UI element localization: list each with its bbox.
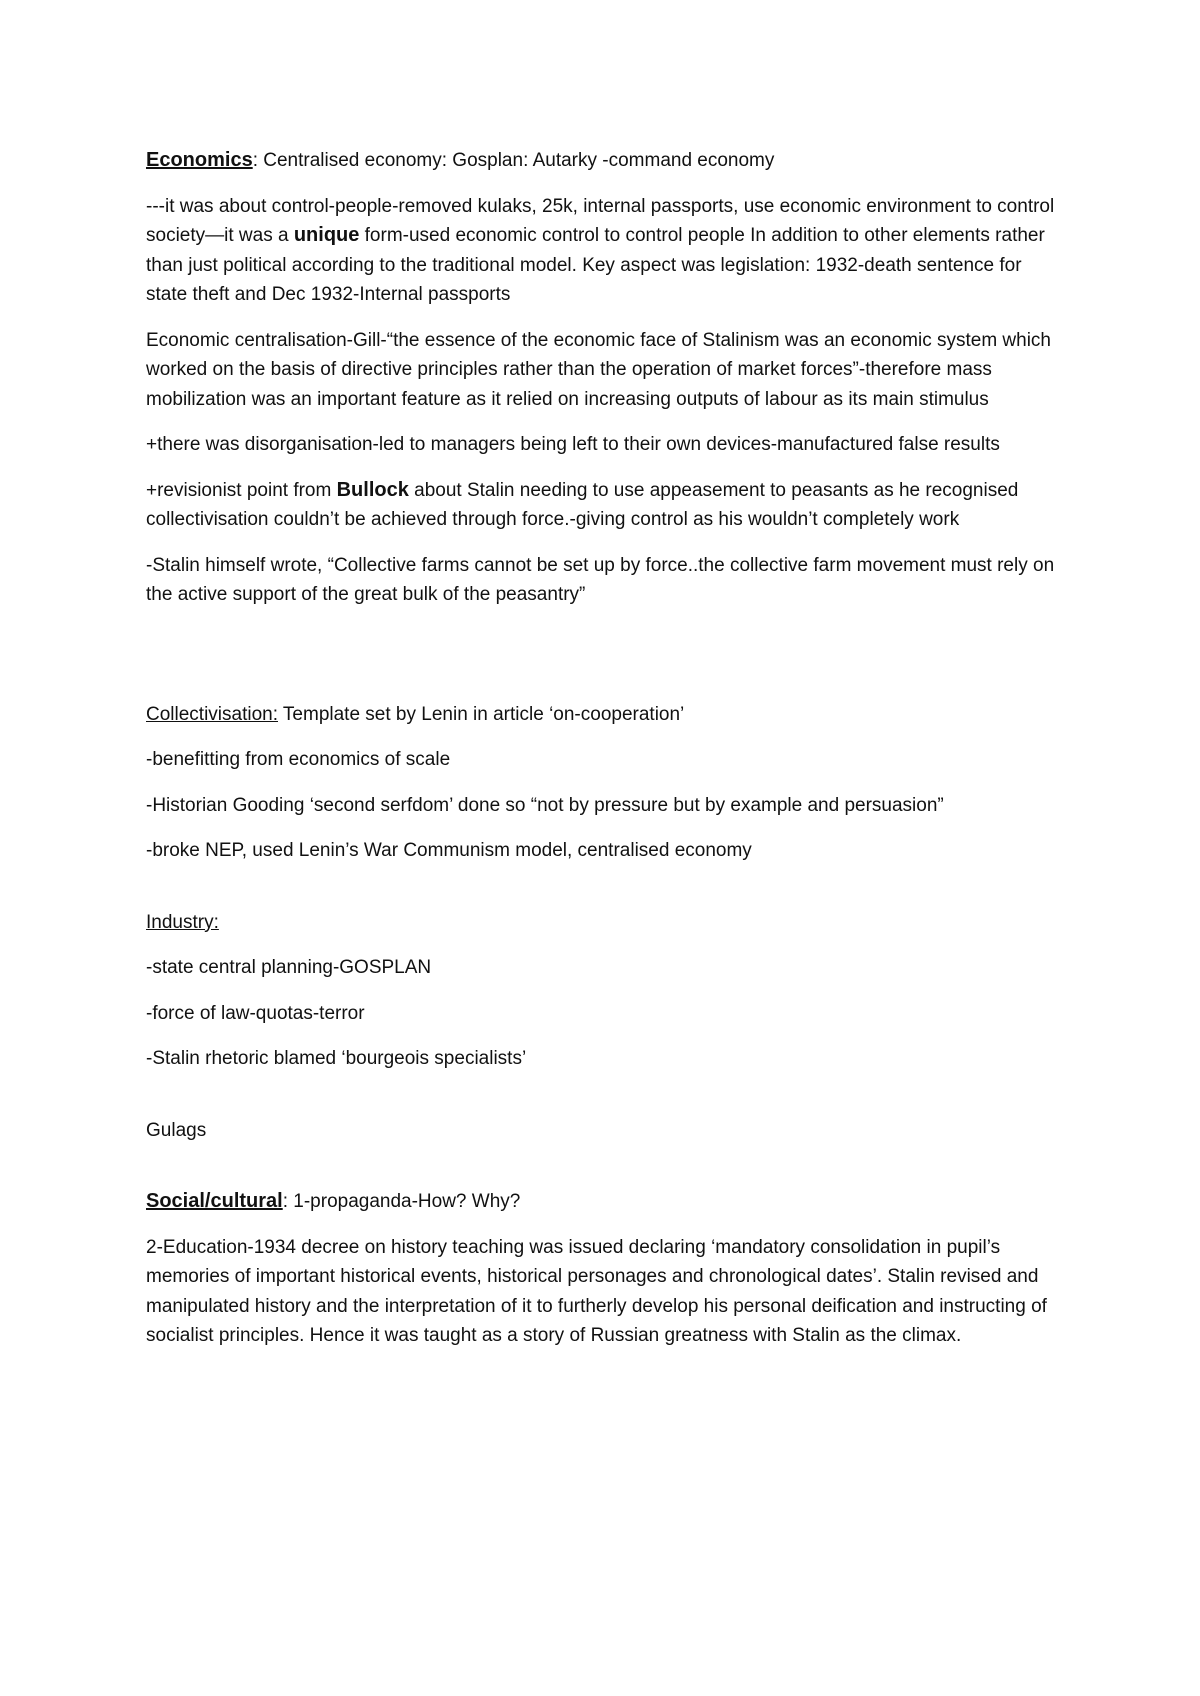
gulags-heading: Gulags	[146, 1119, 207, 1141]
economics-heading: Economics	[146, 149, 253, 171]
economics-paragraph-5: -Stalin himself wrote, “Collective farms cannot be set up by force..the collective farm movement must rely on the active support of the great bulk of the peasantry”	[146, 554, 1055, 605]
social-heading-suffix: : 1-propaganda-How? Why?	[282, 1191, 521, 1212]
spacer	[146, 882, 1066, 908]
industry-item: -Stalin rhetoric blamed ‘bourgeois specialists’	[146, 1048, 527, 1069]
social-paragraph-1: 2-Education-1934 decree on history teaching was issued declaring ‘mandatory consolidation in pupil’s memories of important historical events, historical personages and chronological dates’. Stalin revised and manipulated history and the interpretation of it to furtherly develop his personal deification and instructing of socialist principles. Hence it was taught as a story of Russian greatness with Stalin as the climax.	[146, 1236, 1047, 1346]
social-heading-line	[146, 1187, 1066, 1217]
spacer	[146, 1090, 1066, 1116]
collectivisation-heading: Collectivisation:	[146, 703, 278, 725]
industry-item: -force of law-quotas-terror	[146, 1002, 365, 1024]
collectivisation-item: -benefitting from economics of scale	[146, 749, 451, 770]
collectivisation-item: -Historian Gooding ‘second serfdom’ done so “not by pressure but by example and persuasion”	[146, 794, 944, 816]
economics-paragraph-2: Economic centralisation-Gill-“the essence of the economic face of Stalinism was an economic system which worked on the basis of directive principles rather than the operation of market forces”-therefore mass mobilization was an important feature as it relied on increasing outputs of labour as its main stimulus	[146, 329, 1051, 410]
industry-heading: Industry:	[146, 911, 219, 933]
social-heading: Social/cultural	[146, 1190, 283, 1212]
economics-p4-text-a: +revisionist point from	[146, 479, 337, 501]
collectivisation-heading-line	[146, 700, 1066, 730]
collectivisation-heading-suffix: Template set by Lenin in article ‘on-cooperation’	[278, 703, 685, 725]
economics-paragraph-1	[146, 192, 1066, 310]
economics-p1-text-a: ---it was about control-people-removed kulaks, 25k, internal passports, use economic environment to control society—it was a	[146, 195, 1055, 246]
economics-p4-bold: Bullock	[336, 478, 409, 501]
collectivisation-item: -broke NEP, used Lenin’s War Communism model, centralised economy	[146, 840, 752, 861]
document-body	[146, 146, 1066, 1367]
economics-paragraph-3: +there was disorganisation-led to managers being left to their own devices-manufactured false results	[146, 434, 1000, 455]
economics-p4-text-b: about Stalin needing to use appeasement to peasants as he recognised collectivisation couldn’t be achieved through force.-giving control as his wouldn’t completely work	[146, 479, 1019, 530]
economics-p1-bold: unique	[293, 224, 360, 246]
economics-heading-suffix: : Centralised economy: Gosplan: Autarky -command economy	[252, 150, 775, 171]
economics-p1-text-b: form-used economic control to control people In addition to other elements rather than just political according to the traditional model. Key aspect was legislation: 1932-death sentence for state theft and Dec 1932-Internal passports	[146, 225, 1045, 305]
spacer	[146, 1161, 1066, 1187]
economics-heading-line	[146, 146, 1066, 176]
industry-heading-line	[146, 908, 1066, 938]
industry-item: -state central planning-GOSPLAN	[146, 957, 432, 978]
spacer	[146, 626, 1066, 700]
economics-paragraph-4	[146, 476, 1066, 535]
